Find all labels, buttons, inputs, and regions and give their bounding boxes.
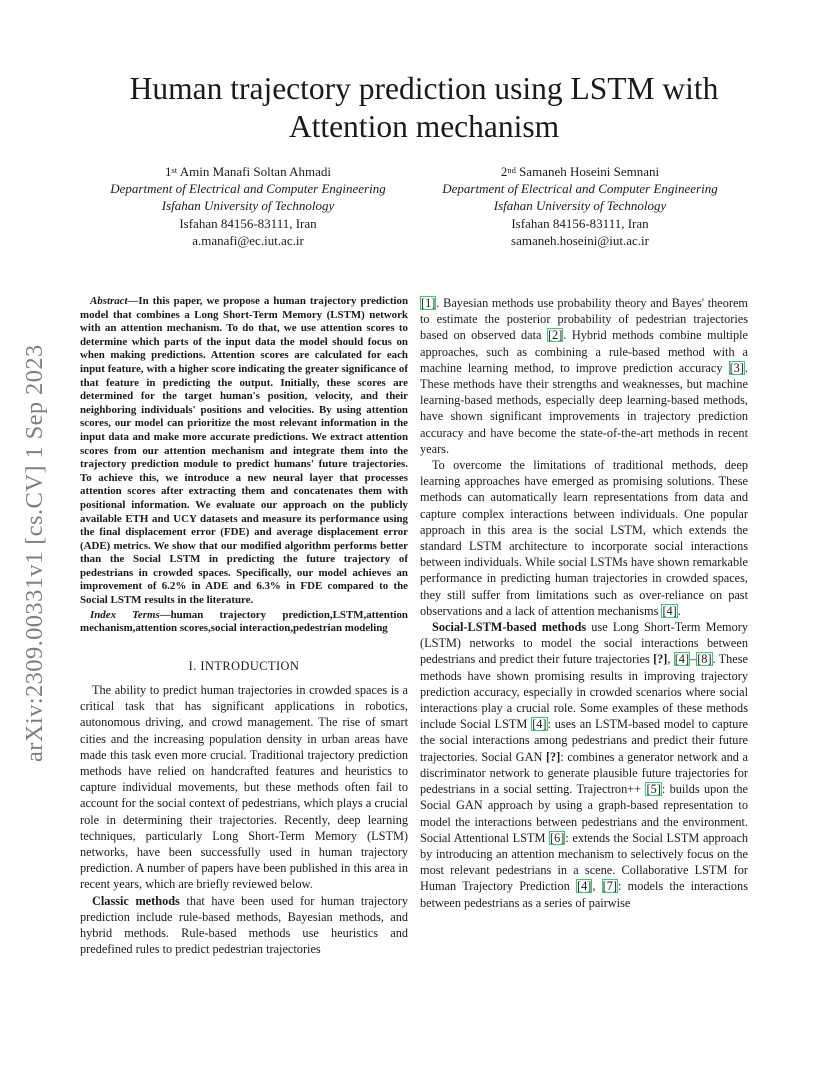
keyword-social-lstm-methods: Social-LSTM-based methods (432, 620, 587, 635)
author-ordinal: 1 (164, 164, 172, 179)
author-block-2 (420, 163, 740, 249)
unresolved-citation: [?] (653, 652, 668, 667)
citation-link[interactable]: [3] (729, 360, 744, 375)
citation-link[interactable]: [4] (532, 717, 547, 732)
citation-link[interactable]: [8] (697, 652, 712, 667)
abstract-label: Abstract (90, 295, 128, 307)
intro-paragraph-4 (420, 619, 748, 911)
author-ordinal: 2 (500, 164, 508, 179)
citation-link[interactable]: [2] (547, 328, 563, 343)
author-email: samaneh.hoseini@iut.ac.ir (511, 232, 649, 248)
paragraph-text: . These methods have shown promising results in improving trajectory prediction accuracy, especially in crowded scenarios where social interactions play a crucial role. Some examples of these methods include Social LSTM (420, 652, 748, 732)
keyword-classic-methods: Classic methods (92, 893, 180, 908)
separator: , (667, 652, 674, 667)
paragraph-text: : uses an LSTM-based model to capture the social interactions among pedestrians and predict their future trajectories. Social GAN (420, 717, 748, 764)
separator: , (592, 879, 602, 894)
citation-link[interactable]: [7] (602, 879, 617, 894)
paragraph-text: . Hybrid methods combine multiple approaches, such as combining a rule-based method with a machine learning method, to improve prediction accuracy (420, 328, 748, 375)
paragraph-text: use Long Short-Term Memory (LSTM) networks to model the social interactions between pedestrians and predict their future trajectories (420, 620, 748, 667)
author-ordinal-suffix: nd (507, 165, 516, 175)
section-number: I. (188, 658, 197, 673)
paragraph-text: that have been used for human trajectory prediction include rule-based methods, Bayesian methods, and hybrid methods. Rule-based methods use heuristics and predefined rules to predict pedestrian trajectories (80, 893, 409, 957)
paragraph-text: . Bayesian methods use probability theory and Bayes' theorem to estimate the posterior probability of pedestrian trajectories based on observed data (420, 296, 748, 343)
citation-link[interactable]: [4] (662, 603, 677, 618)
abstract: Abstract—In this paper, we propose a human trajectory prediction model that combines a Long Short-Term Memory (LSTM) network with an attention mechanism. To do that, we use attention scores to determine which parts of the input data the model should focus on when making predictions. Attention scores are calculated for each input feature, with a higher score indicating the greater significance of that feature in predicting the output. Initially, these scores are determined for the target human's position, velocity, and their neighboring individuals' positions and velocities. By using attention scores, our model can prioritize the most relevant information in the input data and make more accurate predictions. We extract attention scores from our attention mechanism and integrate them into the trajectory prediction module to predict humans' future trajectories. To achieve this, we introduce a new neural layer that processes attention scores after extracting them and concatenates them with positional information. We evaluate our approach on the publicly available ETH and UCY datasets and measure its performance using the final displacement error (FDE) and average displacement error (ADE) metrics. We show that our modified algorithm performs better than the Social LSTM in predicting the future trajectory of pedestrians in crowded spaces. Specifically, our model achieves an improvement of 6.2% in ADE and 6.3% in FDE compared to the Social LSTM results in the literature. (80, 295, 408, 607)
right-column (420, 295, 748, 911)
unresolved-citation: [?] (545, 749, 561, 764)
author-department: Department of Electrical and Computer Engineering (110, 181, 386, 197)
section-title: INTRODUCTION (200, 658, 300, 673)
intro-paragraph-2 (80, 893, 408, 958)
left-column (80, 295, 408, 958)
paragraph-text: . (677, 603, 681, 618)
author-university: Isfahan University of Technology (493, 198, 667, 214)
author-email: a.manafi@ec.iut.ac.ir (192, 232, 304, 248)
citation-link[interactable]: [5] (646, 782, 661, 797)
paper-title: Human trajectory prediction using LSTM with Attention mechanism (129, 71, 719, 144)
author-department: Department of Electrical and Computer Engineering (442, 181, 718, 197)
author-name-line (420, 163, 740, 180)
range-dash: – (690, 652, 697, 667)
intro-paragraph-3 (420, 457, 748, 619)
arxiv-identifier (22, 292, 48, 762)
author-ordinal-suffix: st (171, 165, 178, 175)
paragraph-text: To overcome the limitations of traditional methods, deep learning approaches have emerged as promising solutions. These methods can automatically learn representations from data and capture complex interactions between individuals. One popular approach in this area is the social LSTM, which extends the standard LSTM architecture to incorporate social interactions between individuals. While social LSTMs have shown remarkable performance in predicting human trajectories in crowded spaces, they still suffer from limitations such as over-reliance on past observations and a lack of attention mechanisms (420, 458, 748, 618)
arxiv-identifier-text: arXiv:2309.00331v1 [cs.CV] 1 Sep 2023 (21, 344, 48, 762)
intro-paragraph-2-continued (420, 295, 748, 457)
author-name-line (88, 163, 408, 180)
abstract-text: In this paper, we propose a human trajectory prediction model that combines a Long Short-Term Memory (LSTM) network with an attention mechanism. To do that, we use attention scores to determine which parts of the input data the model should focus on when making predictions. Attention scores are calculated for each input feature, with a higher score indicating the greater significance of that feature in predicting the output. Initially, these scores are determined for the target human's position, velocity, and their neighboring individuals' positions and velocities. By using attention scores, our model can prioritize the most relevant information in the input data and make more accurate predictions. We extract attention scores from our attention mechanism and integrate them into the trajectory prediction module to predict humans' future trajectories. To achieve this, we introduce a new neural layer that processes attention scores after extracting them and concatenates them with positional information. We evaluate our approach on the publicly available ETH and UCY datasets and measure its performance using the final displacement error (FDE) and average displacement error (ADE) metrics. We show that our modified algorithm performs better than the Social LSTM in predicting the future trajectory of pedestrians in crowded spaces. Specifically, our model achieves an improvement of 6.2% in ADE and 6.3% in FDE compared to the Social LSTM results in the literature. (80, 295, 408, 607)
author-block-1 (88, 163, 408, 249)
author-name: Amin Manafi Soltan Ahmadi (179, 164, 331, 179)
paragraph-text: : combines a generator network and a discriminator network to generate plausible future trajectories for pedestrians in a social setting. Trajectron++ (420, 749, 748, 797)
author-location: Isfahan 84156-83111, Iran (179, 215, 317, 231)
citation-link[interactable]: [4] (576, 879, 592, 894)
paragraph-text: : builds upon the Social GAN approach by using a graph-based representation to model the interactions between pedestrians and the environment. Social Attentional LSTM (420, 782, 748, 845)
paragraph-text: : extends the Social LSTM approach by introducing an attention mechanism to selectively focus on the most relevant pedestrians in a scene. Collaborative LSTM for Human Trajectory Prediction (420, 830, 749, 894)
author-location: Isfahan 84156-83111, Iran (511, 215, 649, 231)
index-terms: Index Terms—human trajectory prediction,LSTM,attention mechanism,attention scores,social interaction,pedestrian modeling (80, 608, 408, 635)
citation-link[interactable]: [6] (550, 830, 565, 845)
index-terms-text: human trajectory prediction,LSTM,attention mechanism,attention scores,social interaction,pedestrian modeling (80, 608, 408, 635)
section-heading-introduction (80, 658, 408, 674)
author-university: Isfahan University of Technology (161, 198, 335, 214)
citation-link[interactable]: [1] (421, 296, 436, 310)
index-terms-label: Index Terms (90, 608, 160, 621)
paragraph-text: . These methods have their strengths and weaknesses, but machine learning-based methods, especially deep learning-based methods, have shown significant improvements in trajectory prediction accuracy and have become the state-of-the-art methods in recent years. (420, 360, 748, 456)
paragraph-text: : models the interactions between pedestrians as a series of pairwise (420, 879, 748, 910)
citation-link[interactable]: [4] (674, 652, 690, 667)
intro-paragraph-1: The ability to predict human trajectories in crowded spaces is a critical task that has significant applications in robotics, autonomous driving, and crowd management. The rise of smart cities and the increasing population density in urban areas have made this task even more crucial. Traditional trajectory prediction methods have relied on handcrafted features and heuristics to capture individual movements, but these methods often fail to account for the social context of pedestrians, which plays a crucial role in determining their trajectories. Recently, deep learning techniques, particularly Long Short-Term Memory (LSTM) networks, have been successfully used in human trajectory prediction. A number of papers have been published in this area in recent years, which are briefly reviewed below. (80, 683, 408, 892)
author-name: Samaneh Hoseini Semnani (519, 164, 660, 179)
